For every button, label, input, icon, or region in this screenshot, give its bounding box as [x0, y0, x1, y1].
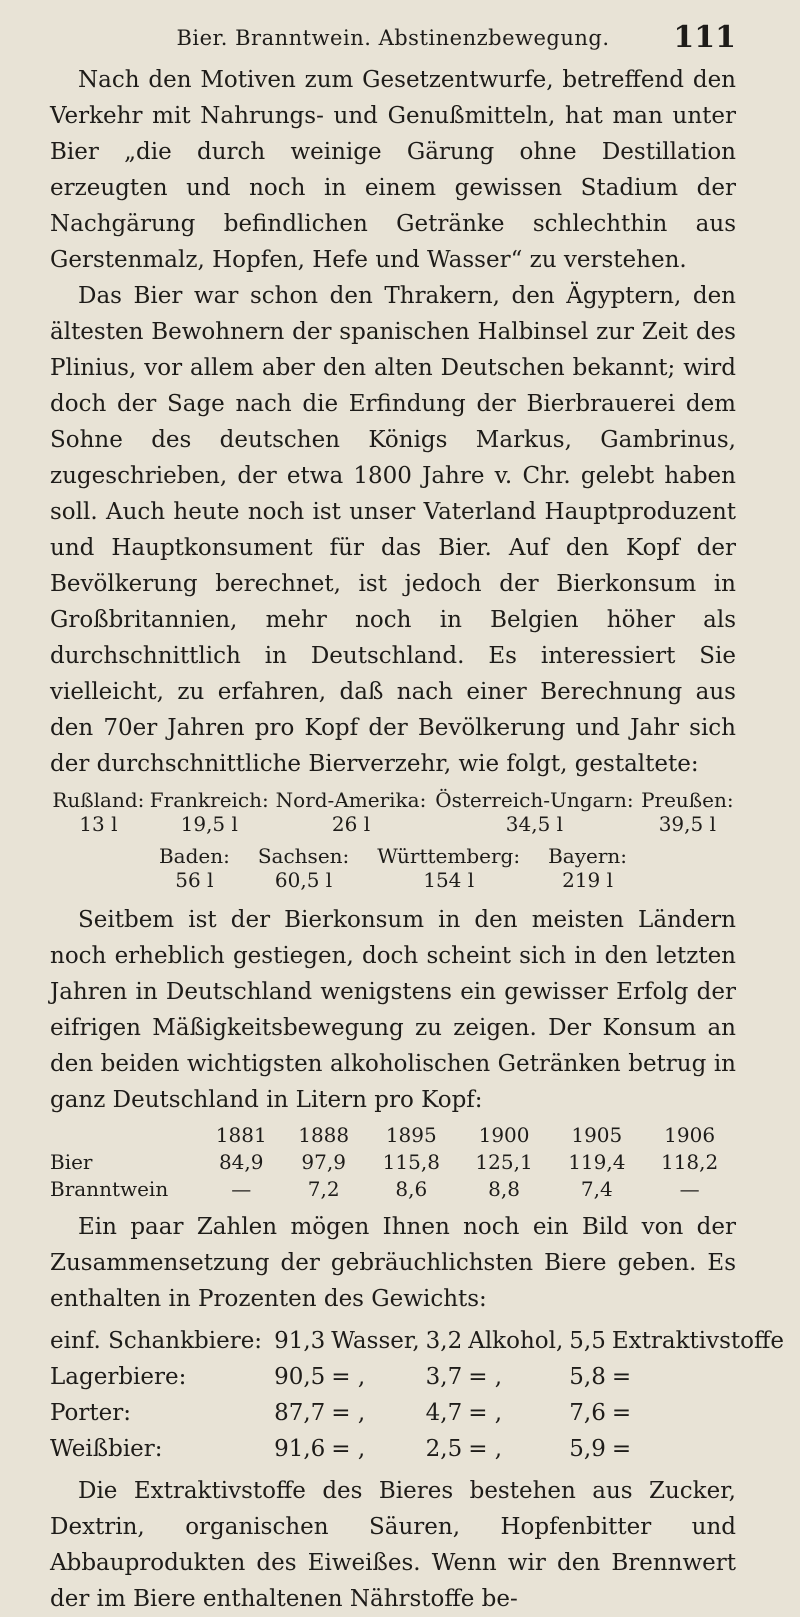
table-row	[50, 1431, 790, 1467]
country-label: Frankreich:	[149, 788, 269, 812]
table-cell: 119,4	[568, 1150, 626, 1174]
beer-name: Weißbier:	[50, 1436, 163, 1462]
country-label: Rußland:	[52, 788, 145, 812]
table-cell: 84,9	[218, 1150, 264, 1174]
table-cell: 125,1	[475, 1150, 533, 1174]
country-label: Bayern:	[548, 844, 628, 868]
alcohol-value: 4,7	[425, 1400, 463, 1426]
table-cell: 118,2	[660, 1150, 719, 1174]
table-cell: 7,2	[307, 1177, 340, 1201]
water-value: 90,5	[274, 1364, 326, 1390]
beer-per-capita-table-states	[145, 844, 641, 892]
table-row	[50, 1323, 790, 1359]
alcohol-value: 3,2	[425, 1328, 463, 1354]
beer-name: einf. Schankbiere:	[50, 1328, 263, 1354]
alcohol-unit: = ,	[468, 1400, 503, 1426]
extract-unit: =	[611, 1400, 632, 1426]
water-value: 91,3	[274, 1328, 326, 1354]
table-row	[145, 844, 641, 868]
alcohol-value: 3,7	[425, 1364, 463, 1390]
country-label: Preußen:	[641, 788, 734, 812]
country-value: 26 l	[331, 812, 371, 836]
year-header: 1881	[215, 1123, 267, 1147]
alcohol-unit: Alkohol,	[468, 1328, 564, 1354]
country-label: Nord-Amerika:	[275, 788, 427, 812]
alcohol-unit: = ,	[468, 1436, 503, 1462]
beer-name: Porter:	[50, 1400, 131, 1426]
table-row	[50, 1176, 736, 1203]
water-unit: = ,	[331, 1400, 366, 1426]
row-label: Branntwein	[50, 1177, 169, 1201]
water-value: 87,7	[274, 1400, 326, 1426]
water-value: 91,6	[274, 1436, 326, 1462]
consumption-table	[50, 1122, 736, 1203]
year-header: 1895	[385, 1123, 437, 1147]
country-value: 56 l	[175, 868, 214, 892]
extract-unit: Extraktivstoffe	[611, 1328, 784, 1354]
year-header: 1906	[664, 1123, 716, 1147]
page-number: 111	[673, 20, 736, 55]
table-cell: —	[679, 1177, 700, 1201]
water-unit: = ,	[331, 1364, 366, 1390]
paragraph-history: Das Bier war schon den Thrakern, den Ägyptern, den ältesten Bewohnern der spanischen Halbinsel zur Zeit des Plinius, vor allem aber den alten Deutschen bekannt; wird doch der Sage nach die Erfindung der Bierbrauerei dem Sohne des deutschen Königs Markus, Gambrinus, zugeschrieben, der etwa 1800 Jahre v. Chr. gelebt haben soll. Auch heute noch ist unser Vaterland Hauptproduzent und Hauptkonsument für das Bier. Auf den Kopf der Bevölkerung berechnet, ist jedoch der Bierkonsum in Großbritannien, mehr noch in Belgien höher als durchschnittlich in Deutschland. Es interessiert Sie vielleicht, zu erfahren, daß nach einer Berechnung aus den 70er Jahren pro Kopf der Bevölkerung und Jahr sich der durchschnittliche Bierverzehr, wie folgt, gestaltete:	[50, 283, 736, 777]
table-row	[50, 1149, 736, 1176]
country-label: Württemberg:	[377, 844, 521, 868]
table-row	[50, 786, 736, 812]
country-value: 13 l	[79, 812, 118, 836]
table-cell: 7,4	[580, 1177, 613, 1201]
table-cell: 97,9	[301, 1150, 346, 1174]
year-header: 1900	[478, 1123, 530, 1147]
water-unit: = ,	[331, 1436, 366, 1462]
country-value: 219 l	[562, 868, 614, 892]
beer-per-capita-table	[50, 786, 736, 842]
extract-value: 5,8	[569, 1364, 606, 1390]
country-value: 39,5 l	[658, 812, 716, 836]
paragraph-consumption-trend: Seitbem ist der Bierkonsum in den meisten Ländern noch erheblich gestiegen, doch scheint sich in den letzten Jahren in Deutschland wenigstens ein gewisser Erfolg der eifrigen Mäßigkeitsbewegung zu zeigen. Der Konsum an den beiden wichtigsten alkoholischen Getränken betrug in ganz Deutschland in Litern pro Kopf:	[50, 907, 736, 1113]
extract-value: 5,5	[569, 1328, 606, 1354]
table-cell: 115,8	[382, 1150, 440, 1174]
table-cell: 8,6	[395, 1177, 428, 1201]
table-row	[50, 812, 736, 842]
table-row	[50, 1359, 790, 1395]
country-value: 60,5 l	[274, 868, 333, 892]
country-value: 34,5 l	[505, 812, 564, 836]
country-label: Österreich-Ungarn:	[435, 788, 634, 812]
paragraph-extracts: Die Extraktivstoffe des Bieres bestehen aus Zucker, Dextrin, organischen Säuren, Hopfenbitter und Abbauprodukten des Eiweißes. Wenn wir den Brennwert der im Biere enthaltenen Nährstoffe be-	[50, 1478, 736, 1612]
year-header: 1905	[571, 1123, 623, 1147]
table-row	[50, 1395, 790, 1431]
paragraph-composition-intro: Ein paar Zahlen mögen Ihnen noch ein Bild von der Zusammensetzung der gebräuchlichsten Biere geben. Es enthalten in Prozenten des Gewichts:	[50, 1214, 736, 1312]
table-header-row	[50, 1122, 736, 1149]
extract-unit: =	[611, 1364, 632, 1390]
country-label: Baden:	[158, 844, 230, 868]
paragraph-definition: Nach den Motiven zum Gesetzentwurfe, betreffend den Verkehr mit Nahrungs- und Genußmitteln, hat man unter Bier „die durch weinige Gärung ohne Destillation erzeugten und noch in einem gewissen Stadium der Nachgärung befindlichen Getränke schlechthin aus Gerstenmalz, Hopfen, Hefe und Wasser“ zu verstehen.	[50, 67, 736, 273]
alcohol-value: 2,5	[425, 1436, 463, 1462]
running-title: Bier. Branntwein. Abstinenzbewegung.	[176, 26, 610, 50]
extract-value: 7,6	[569, 1400, 606, 1426]
table-cell: —	[231, 1177, 252, 1201]
water-unit: Wasser,	[331, 1328, 420, 1354]
table-cell: 8,8	[488, 1177, 520, 1201]
beer-name: Lagerbiere:	[50, 1364, 187, 1390]
year-header: 1888	[298, 1123, 350, 1147]
extract-unit: =	[611, 1436, 632, 1462]
running-header	[50, 20, 736, 62]
country-value: 154 l	[423, 868, 475, 892]
row-label: Bier	[50, 1150, 93, 1174]
country-label: Sachsen:	[257, 844, 350, 868]
beer-composition-table	[50, 1323, 790, 1467]
extract-value: 5,9	[569, 1436, 606, 1462]
country-value: 19,5 l	[180, 812, 238, 836]
table-row	[145, 868, 641, 892]
alcohol-unit: = ,	[468, 1364, 503, 1390]
